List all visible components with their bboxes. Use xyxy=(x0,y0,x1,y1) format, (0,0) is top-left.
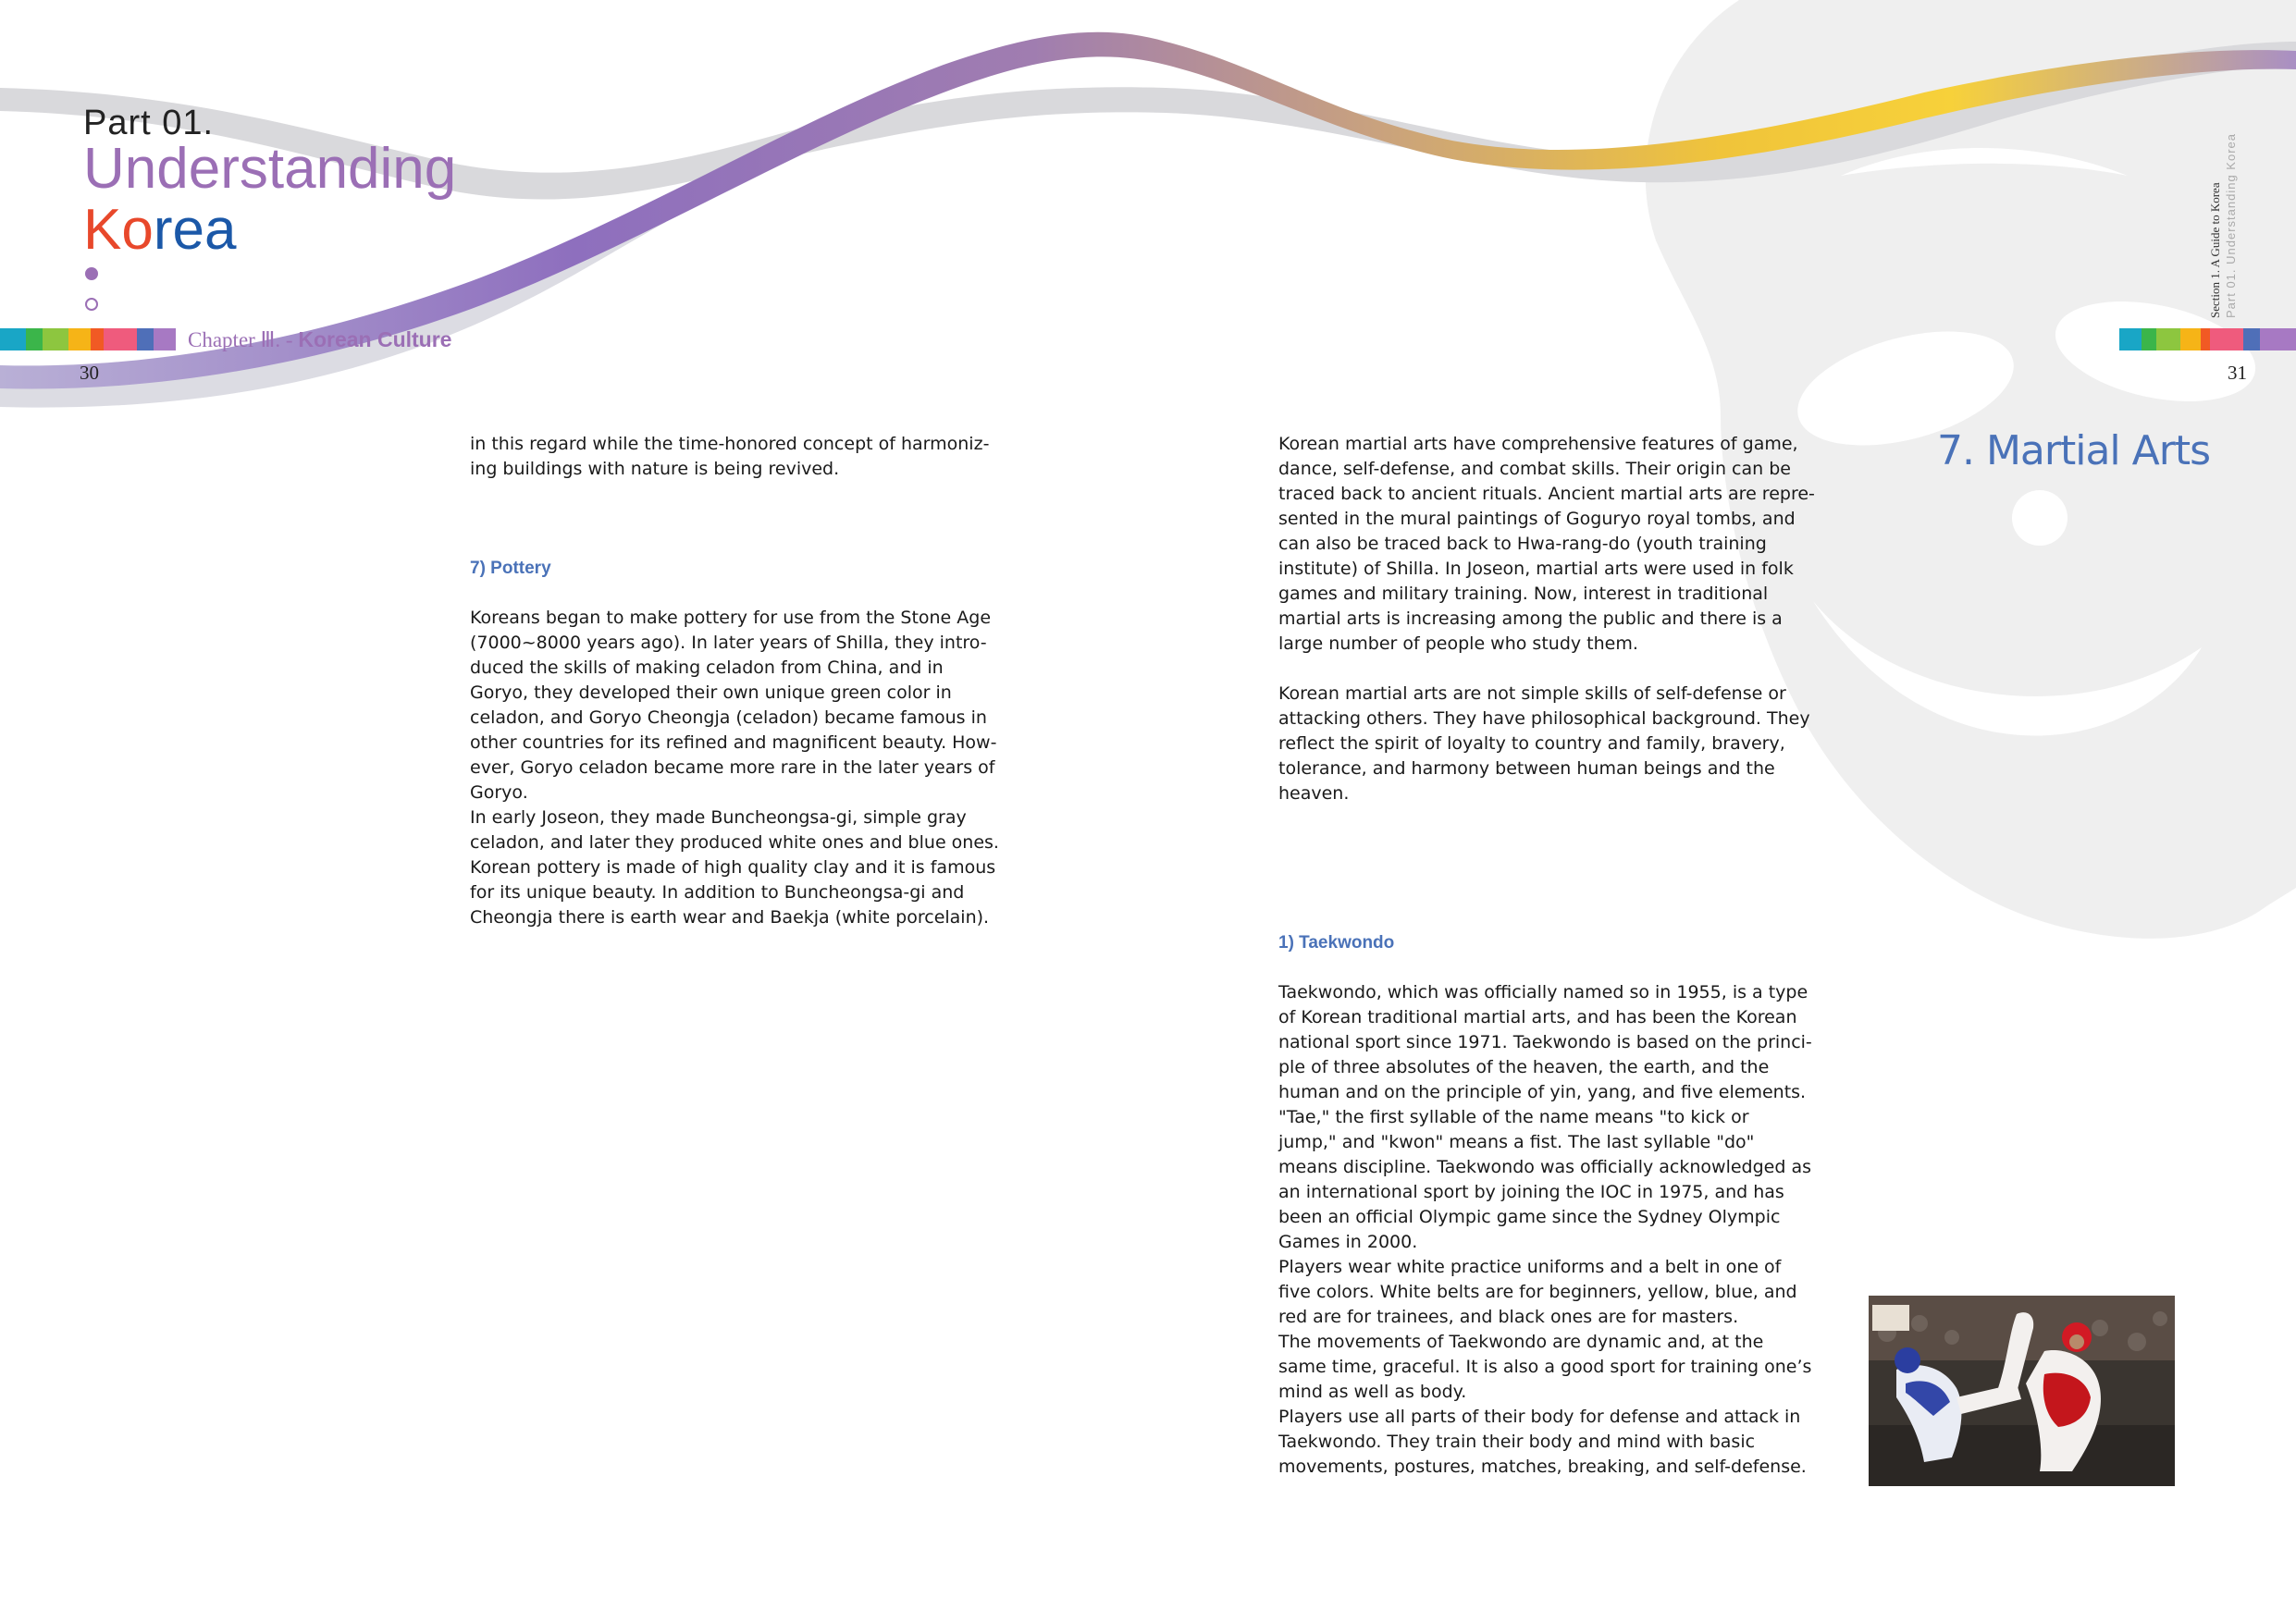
running-head-line2: Part 01. Understanding Korea xyxy=(2224,133,2238,318)
title-ko: Ko xyxy=(83,198,154,262)
section-title: 7. Martial Arts xyxy=(1937,427,2210,474)
pottery-heading: 7) Pottery xyxy=(470,559,551,578)
right-colorbar xyxy=(2119,328,2296,350)
chapter-prefix: Chapter Ⅲ. xyxy=(188,328,281,351)
chapter-name: Korean Culture xyxy=(298,327,452,351)
right-text-column xyxy=(1278,432,1870,1480)
martial-arts-paragraph-1: Korean martial arts have comprehensive features of game, dance, self-defense, and combat skills. Their origin can be traced back to ancient rituals. Ancient martial arts are repre- sented in the mural paintings of Goguryo royal tombs, and can also be traced back to Hwa-rang-do (youth training institute) of Shilla. In Joseon, martial arts were used in folk games and military training. Now, interest in traditional martial arts is increasing among the public and there is a large number of people who study them. xyxy=(1278,434,1815,654)
running-head xyxy=(2207,133,2239,318)
left-colorbar xyxy=(0,328,176,350)
taekwondo-photo xyxy=(1869,1296,2175,1486)
empty-dot-icon xyxy=(85,298,98,311)
left-intro-paragraph: in this regard while the time-honored concept of harmoniz- ing buildings with nature is being revived. xyxy=(470,434,990,479)
title-rea: rea xyxy=(153,198,237,262)
filled-dot-icon xyxy=(85,267,98,280)
taekwondo-paragraph: Taekwondo, which was officially named so in 1955, is a type of Korean traditional martial arts, and has been the Korean national sport since 1971. Taekwondo is based on the princi- ple of three absolutes of the heaven, the earth, and the human and on the principle of yin, yang, and five elements. "Tae," the first syllable of the name means "to kick or jump," and "kwon" means a fist. The last syllable "do" means discipline. Taekwondo was officially acknowledged as an international sport by joining the IOC in 1975, and has been an official Olympic game since the Sydney Olympic Games in 2000. Players wear white practice uniforms and a belt in one of five colors. White belts are for beginners, yellow, blue, and red are for trainees, and black ones are for masters. The movements of Taekwondo are dynamic and, at the same time, graceful. It is also a good sport for training one’s mind as well as body. Players use all parts of their body for defense and attack in Taekwondo. They train their body and mind with basic movements, postures, matches, breaking, and self-defense. xyxy=(1278,982,1812,1477)
book-title-line1: Understanding xyxy=(83,137,457,201)
taekwondo-heading: 1) Taekwondo xyxy=(1278,933,1395,953)
martial-arts-paragraph-2: Korean martial arts are not simple skills of self-defense or attacking others. They have philosophical background. They reflect the spirit of loyalty to country and family, bravery, tolerance, and harmony between human beings and the heaven. xyxy=(1278,683,1810,804)
chapter-label: Chapter Ⅲ. - Korean Culture xyxy=(188,327,452,351)
pottery-paragraph: Koreans began to make pottery for use from the Stone Age (7000~8000 years ago). In later years of Shilla, they intro- duced the skills of making celadon from China, and in Goryo, they developed their own unique green color in celadon, and Goryo Cheongja (celadon) became famous in other countries for its refined and magnificent beauty. How- ever, Goryo celadon became more rare in the later years of Goryo. In early Joseon, they made Buncheongsa-gi, simple gray celadon, and later they produced white ones and blue ones. Korean pottery is made of high quality clay and it is famous for its unique beauty. In addition to Buncheongsa-gi and Cheongja there is earth wear and Baekja (white porcelain). xyxy=(470,608,999,928)
part-label: Part 01. xyxy=(83,104,215,142)
left-text-column xyxy=(470,432,1025,930)
book-title-line2 xyxy=(83,198,237,262)
left-page-number: 30 xyxy=(80,362,99,384)
running-head-line1: Section 1. A Guide to Korea xyxy=(2208,182,2222,318)
right-page-number: 31 xyxy=(2228,362,2247,384)
